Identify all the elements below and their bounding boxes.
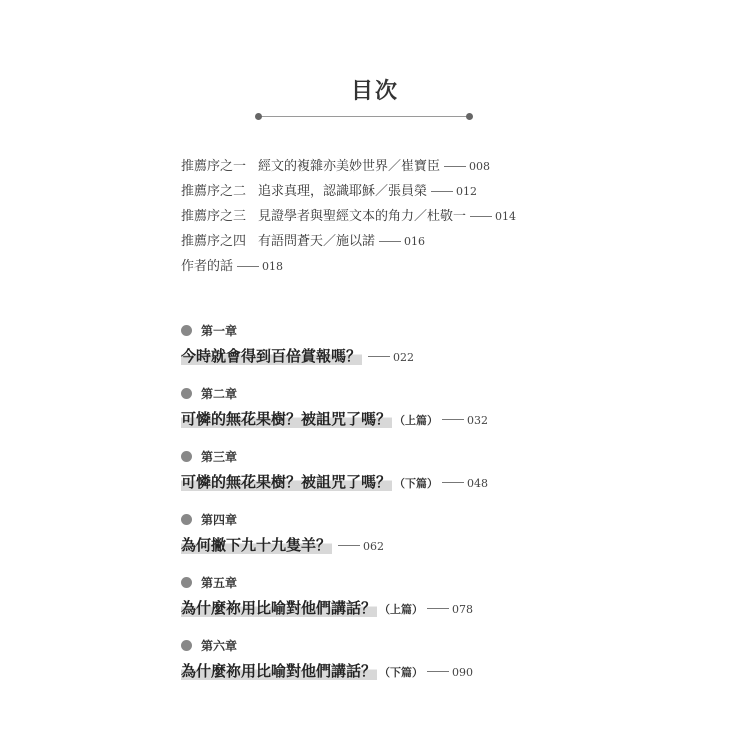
leader-line	[368, 356, 390, 357]
chapter-label-2: 第二章	[181, 387, 237, 401]
foreword-label: 推薦序之二	[181, 184, 247, 199]
page-number: 022	[393, 351, 415, 364]
chapter-title: 今時就會得到百倍賞報嗎？	[181, 347, 362, 365]
foreword-title: 追求真理，認識耶穌／張員榮	[258, 184, 428, 199]
bullet-icon	[181, 325, 192, 336]
bullet-icon	[181, 388, 192, 399]
page-number: 008	[469, 160, 491, 173]
chapter-part: （上篇）	[379, 603, 424, 616]
chapter-title: 為何撇下九十九隻羊？	[181, 536, 332, 554]
foreword-entry-3[interactable]	[181, 209, 516, 225]
chapter-label-1: 第一章	[181, 324, 237, 338]
leader-line	[427, 671, 449, 672]
chapter-label-5: 第五章	[181, 576, 237, 590]
page-number: 062	[363, 540, 385, 553]
page-number: 018	[262, 260, 284, 273]
chapter-label-4: 第四章	[181, 513, 237, 527]
page-number: 032	[467, 414, 489, 427]
chapter-entry-2[interactable]	[181, 410, 488, 430]
page-number: 016	[404, 235, 426, 248]
bullet-icon	[181, 451, 192, 462]
foreword-entry-1[interactable]	[181, 159, 490, 175]
chapter-entry-4[interactable]	[181, 536, 384, 556]
author-note-title: 作者的話	[181, 259, 234, 274]
leader-line	[442, 482, 464, 483]
foreword-title: 經文的複雜亦美妙世界／崔寶臣	[258, 159, 441, 174]
leader-line	[470, 216, 492, 217]
leader-line	[442, 419, 464, 420]
leader-line	[427, 608, 449, 609]
leader-line	[431, 191, 453, 192]
bullet-icon	[181, 514, 192, 525]
chapter-title: 可憐的無花果樹？被詛咒了嗎？	[181, 410, 392, 428]
chapter-part: （上篇）	[394, 414, 439, 427]
chapter-part: （下篇）	[394, 477, 439, 490]
foreword-title: 有語問蒼天／施以諾	[258, 234, 376, 249]
foreword-label: 推薦序之三	[181, 209, 247, 224]
leader-line	[444, 166, 466, 167]
leader-line	[338, 545, 360, 546]
leader-line	[237, 266, 259, 267]
chapter-title: 可憐的無花果樹？被詛咒了嗎？	[181, 473, 392, 491]
page-number: 090	[452, 666, 474, 679]
author-note-entry[interactable]	[181, 259, 283, 275]
chapter-entry-1[interactable]	[181, 347, 414, 367]
page-number: 078	[452, 603, 474, 616]
chapter-entry-6[interactable]	[181, 662, 473, 682]
page-number: 014	[495, 210, 517, 223]
foreword-entry-4[interactable]	[181, 234, 425, 250]
chapter-label-6: 第六章	[181, 639, 237, 653]
divider-dot-left	[255, 113, 262, 120]
foreword-label: 推薦序之四	[181, 234, 247, 249]
page-title: 目次	[350, 79, 399, 104]
bullet-icon	[181, 640, 192, 651]
leader-line	[379, 241, 401, 242]
foreword-title: 見證學者與聖經文本的角力／杜敬一	[258, 209, 467, 224]
title-divider	[258, 116, 470, 117]
page-number: 012	[456, 185, 478, 198]
foreword-label: 推薦序之一	[181, 159, 247, 174]
chapter-label-3: 第三章	[181, 450, 237, 464]
divider-dot-right	[466, 113, 473, 120]
bullet-icon	[181, 577, 192, 588]
chapter-entry-5[interactable]	[181, 599, 473, 619]
chapter-title: 為什麼祢用比喻對他們講話？	[181, 599, 377, 617]
chapter-title: 為什麼祢用比喻對他們講話？	[181, 662, 377, 680]
chapter-entry-3[interactable]	[181, 473, 488, 493]
page-number: 048	[467, 477, 489, 490]
chapter-part: （下篇）	[379, 666, 424, 679]
foreword-entry-2[interactable]	[181, 184, 477, 200]
